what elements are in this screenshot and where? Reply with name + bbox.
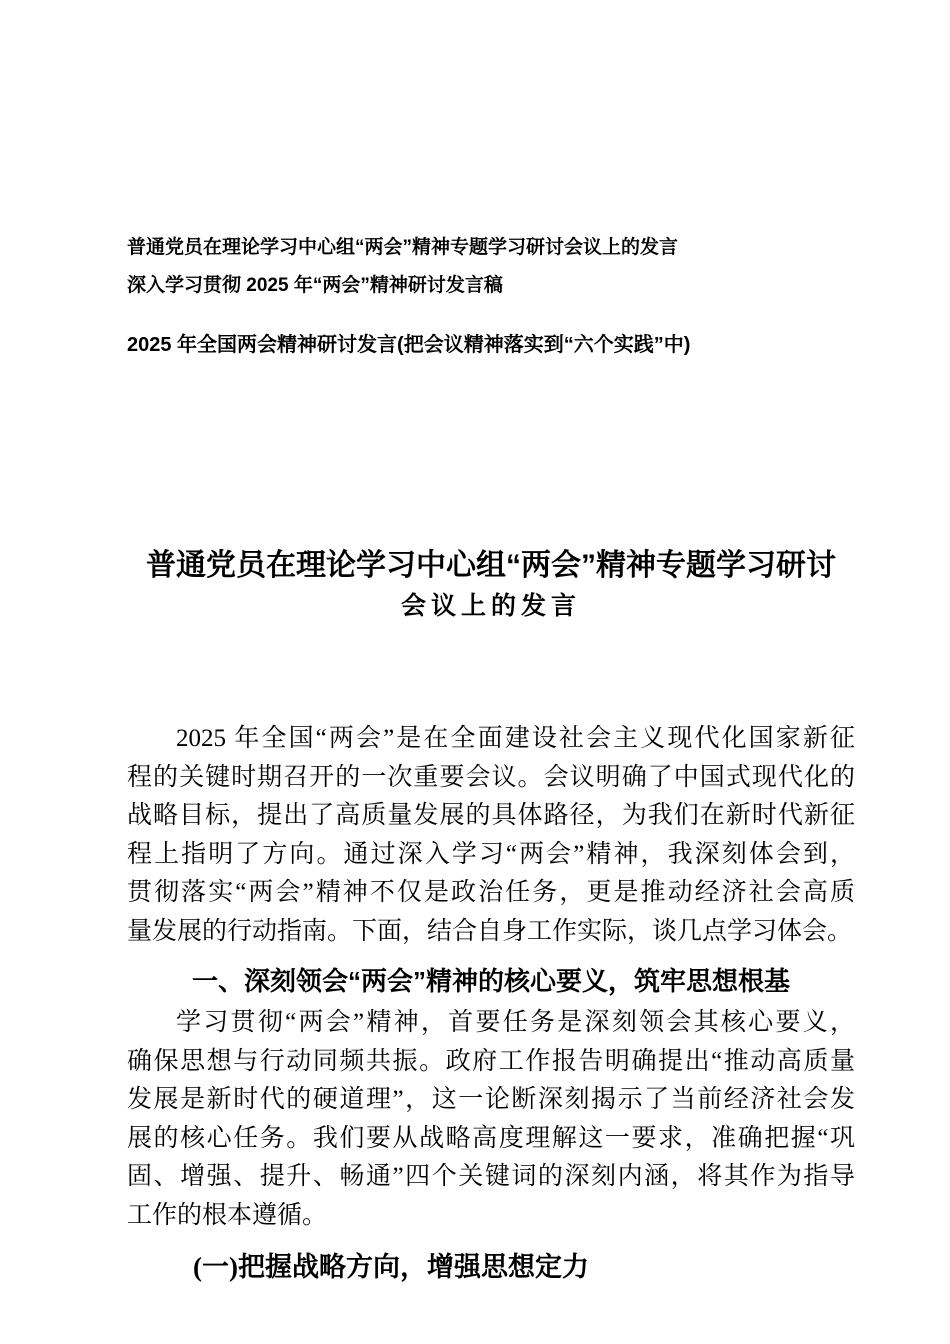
paragraph-2-line-3: 发展是新时代的硬道理”，这一论断深刻揭示了当前经济社会发 (127, 1086, 855, 1113)
paragraph-2 (127, 1004, 855, 1235)
paragraph-1-line-3: 战略目标，提出了高质量发展的具体路径，为我们在新时代新征 (127, 802, 855, 829)
paragraph-2-line-5: 固、增强、提升、畅通”四个关键词的深刻内涵，将其作为指导 (127, 1163, 855, 1190)
paragraph-2-line-1: 学习贯彻“两会”精神，首要任务是深刻领会其核心要义， (176, 1009, 855, 1036)
doc-header-line-2: 深入学习贯彻 2025 年“两会”精神研讨发言稿 (127, 275, 503, 296)
subsection-heading-1: (一)把握战略方向，增强思想定力 (193, 1252, 589, 1282)
paragraph-1 (127, 720, 855, 951)
section-heading-1: 一、深刻领会“两会”精神的核心要义，筑牢思想根基 (191, 966, 790, 996)
paragraph-1-line-2: 程的关键时期召开的一次重要会议。会议明确了中国式现代化的 (127, 763, 855, 791)
paragraph-2-line-4: 展的核心任务。我们要从战略高度理解这一要求，准确把握“巩 (127, 1124, 855, 1152)
paragraph-2-line-2: 确保思想与行动同频共振。政府工作报告明确提出“推动高质量 (127, 1047, 855, 1075)
main-title-line-2: 会议上的发言 (400, 592, 581, 620)
doc-header-line-3: 2025 年全国两会精神研讨发言(把会议精神落实到“六个实践”中) (127, 334, 691, 356)
doc-header-line-1: 普通党员在理论学习中心组“两会”精神专题学习研讨会议上的发言 (127, 237, 679, 258)
paragraph-2-line-6: 工作的根本遵循。 (127, 1201, 328, 1229)
paragraph-1-line-5: 贯彻落实“两会”精神不仅是政治任务，更是推动经济社会高质 (127, 879, 855, 906)
main-title-line-1: 普通党员在理论学习中心组“两会”精神专题学习研讨 (146, 549, 836, 582)
paragraph-1-line-1: 2025 年全国“两会”是在全面建设社会主义现代化国家新征 (176, 725, 855, 752)
paragraph-1-line-6: 量发展的行动指南。下面，结合自身工作实际，谈几点学习体会。 (127, 917, 853, 945)
paragraph-1-line-4: 程上指明了方向。通过深入学习“两会”精神，我深刻体会到， (127, 840, 855, 868)
